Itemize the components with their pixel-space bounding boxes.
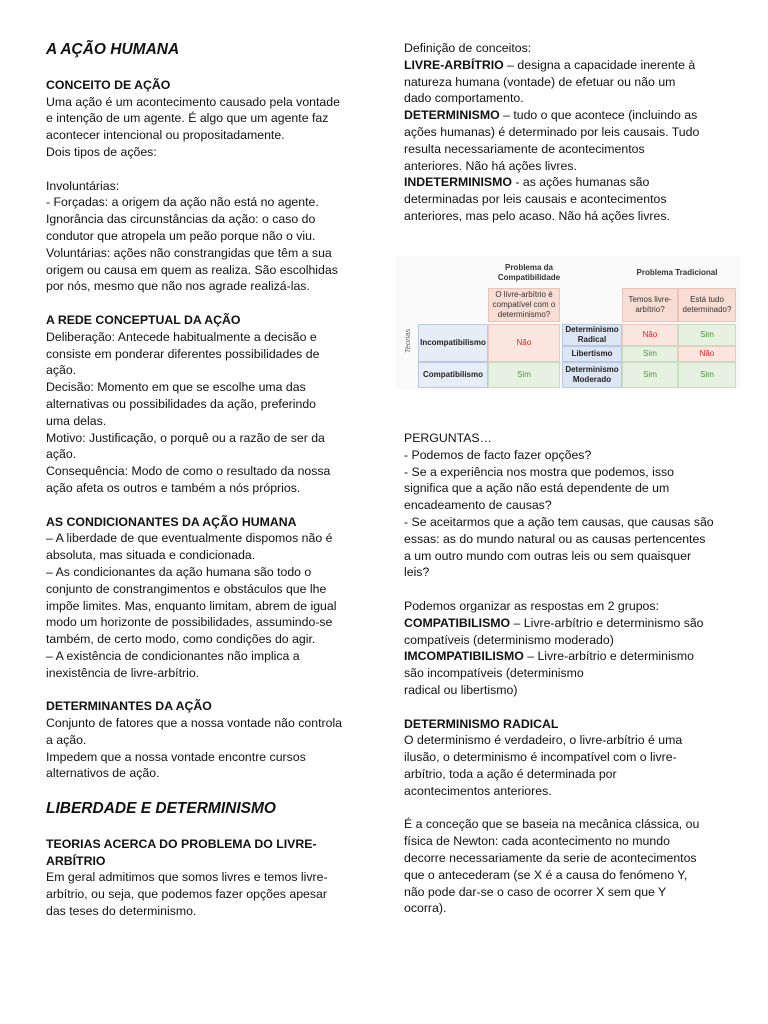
question-livre: Temos livre-arbítrio? xyxy=(622,288,678,322)
definicao-intro: Definição de conceitos: xyxy=(404,41,532,55)
row-determ: Sim xyxy=(678,362,736,388)
left-column xyxy=(46,40,362,920)
determinismo-def: DETERMINISMO – tudo o que acontece (incluindo as ações humanas) é determinado por leis causais. Tudo resulta necessariamente de acontecimentos anteriores. Não há ações livres. xyxy=(404,108,700,173)
tradicional-header: Problema Tradicional xyxy=(636,268,718,277)
row-name: Determinismo Moderado xyxy=(562,362,622,388)
row-livre: Sim xyxy=(622,362,678,388)
newton-text: É a conceção que se baseia na mecânica clássica, ou física de Newton: cada acontecimento no mundo decorre necessariamente da serie de acontecimentos que o antecederam (se X é a causa do fenómeno Y, não pode dar-se o caso de ocorrer X sem que Y ocorra). xyxy=(404,817,700,916)
incompatibilismo-answer: Não xyxy=(488,324,560,362)
teorias-axis-label: Teorias xyxy=(403,328,413,354)
compatibilismo-term: COMPATIBILISMO xyxy=(404,615,511,630)
determinismo-radical-text: O determinismo é verdadeiro, o livre-arbítrio é uma ilusão, o determinismo é incompatível com o livre- arbítrio, toda a ação é determinada por acontecimentos anteriores. xyxy=(404,733,683,798)
teorias-table-figure xyxy=(396,256,740,390)
condicionantes-text: – A liberdade de que eventualmente dispomos não é absoluta, mas situada e condicionada. – As condicionantes da ação humana são todo o conjunto de constrangimentos e obstáculos que lhe impõe limites. Mas, enquanto limitam, abrem de igual modo um horizonte de possibilidades, assumindo-se também, de certo modo, como condições do agir. – A existência de condicionantes não implica a inexistência de livre-arbítrio. xyxy=(46,531,337,680)
perguntas-text: PERGUNTAS… - Podemos de facto fazer opções? - Se a experiência nos mostra que podemos, isso significa que a ação não está dependente de um encadeamento de causas? - Se aceitarmos que a ação tem causas, que causas são essas: as do mundo natural ou as causas pertencentes a um outro mundo com outras leis ou sem quaisquer leis? xyxy=(404,431,714,580)
livre-arbitrio-term: LIVRE-ARBÍTRIO xyxy=(404,57,504,72)
incompatibilismo-def: IMCOMPATIBILISMO – Livre-arbítrio e determinismo são incompatíveis (determinismo radical ou libertismo) xyxy=(404,649,694,697)
determinismo-term: DETERMINISMO xyxy=(404,108,500,123)
incompatibilismo-term: IMCOMPATIBILISMO xyxy=(404,649,524,664)
row-livre: Não xyxy=(622,324,678,346)
compatibilismo-label: Compatibilismo xyxy=(418,362,488,388)
right-column-bottom xyxy=(404,430,726,917)
row-name: Determinismo Radical xyxy=(562,324,622,346)
liberdade-title: LIBERDADE E DETERMINISMO xyxy=(46,800,276,818)
condicionantes-title: AS CONDICIONANTES DA AÇÃO HUMANA xyxy=(46,514,297,529)
grupos-intro: Podemos organizar as respostas em 2 grupos: xyxy=(404,598,659,613)
question-determinado: Está tudo determinado? xyxy=(678,288,736,322)
conceito-text: Uma ação é um acontecimento causado pela vontade e intenção de um agente. É algo que um agente faz acontecer intencional ou propositadamente. Dois tipos de ações: xyxy=(46,94,340,159)
rede-text: Deliberação: Antecede habitualmente a decisão e consiste em ponderar diferentes possibilidades de ação. Decisão: Momento em que se escolhe uma das alternativas ou possibilidades da ação, preferindo uma delas. Motivo: Justificação, o porquê ou a razão de ser da ação. Consequência: Modo de como o resultado da nossa ação afeta os outros e também a nós próprios. xyxy=(46,329,331,495)
compat-question: O livre-arbítrio é compatível com o determinismo? xyxy=(488,288,560,322)
teorias-text: Em geral admitimos que somos livres e temos livre- arbítrio, ou seja, que podemos fazer opções apesar das teses do determinismo. xyxy=(46,870,328,919)
row-livre: Sim xyxy=(622,346,678,362)
teorias-title: TEORIAS ACERCA DO PROBLEMA DO LIVRE- ARBÍTRIO xyxy=(46,836,317,868)
indeterminismo-term: INDETERMINISMO xyxy=(404,175,512,190)
right-column-top xyxy=(404,40,726,225)
livre-arbitrio-def: LIVRE-ARBÍTRIO – designa a capacidade inerente à natureza humana (vontade) de efetuar ou não um dado comportamento. xyxy=(404,57,696,106)
row-name: Libertismo xyxy=(562,346,622,362)
page-title: A AÇÃO HUMANA xyxy=(46,41,180,58)
indeterminismo-def: INDETERMINISMO - as ações humanas são determinadas por leis causais e acontecimentos anteriores, mas pelo acaso. Não há ações livres. xyxy=(404,175,670,223)
determinismo-radical-title: DETERMINISMO RADICAL xyxy=(404,716,559,731)
involuntarias-text: Involuntárias: - Forçadas: a origem da ação não está no agente. Ignorância das circunstâncias da ação: o caso do condutor que atropela um peão porque não o viu. Voluntárias: ações não constrangidas que têm a sua origem ou causa em quem as realiza. São escolhidas por nós, mesmo que não nos agrade realizá-las. xyxy=(46,178,338,294)
determinantes-text: Conjunto de fatores que a nossa vontade não controla a ação. Impedem que a nossa vontade encontre cursos alternativos de ação. xyxy=(46,716,343,781)
compatibilismo-def: COMPATIBILISMO – Livre-arbítrio e determinismo são compatíveis (determinismo moderado) xyxy=(404,615,704,647)
determinantes-title: DETERMINANTES DA AÇÃO xyxy=(46,699,212,714)
incompatibilismo-label: Incompatibilismo xyxy=(418,324,488,362)
conceito-title: CONCEITO DE AÇÃO xyxy=(46,77,171,92)
rede-title: A REDE CONCEPTUAL DA AÇÃO xyxy=(46,312,241,327)
row-determ: Sim xyxy=(678,324,736,346)
row-determ: Não xyxy=(678,346,736,362)
compat-header: Problema da Compatibilidade xyxy=(497,263,561,282)
compatibilismo-answer: Sim xyxy=(488,362,560,388)
